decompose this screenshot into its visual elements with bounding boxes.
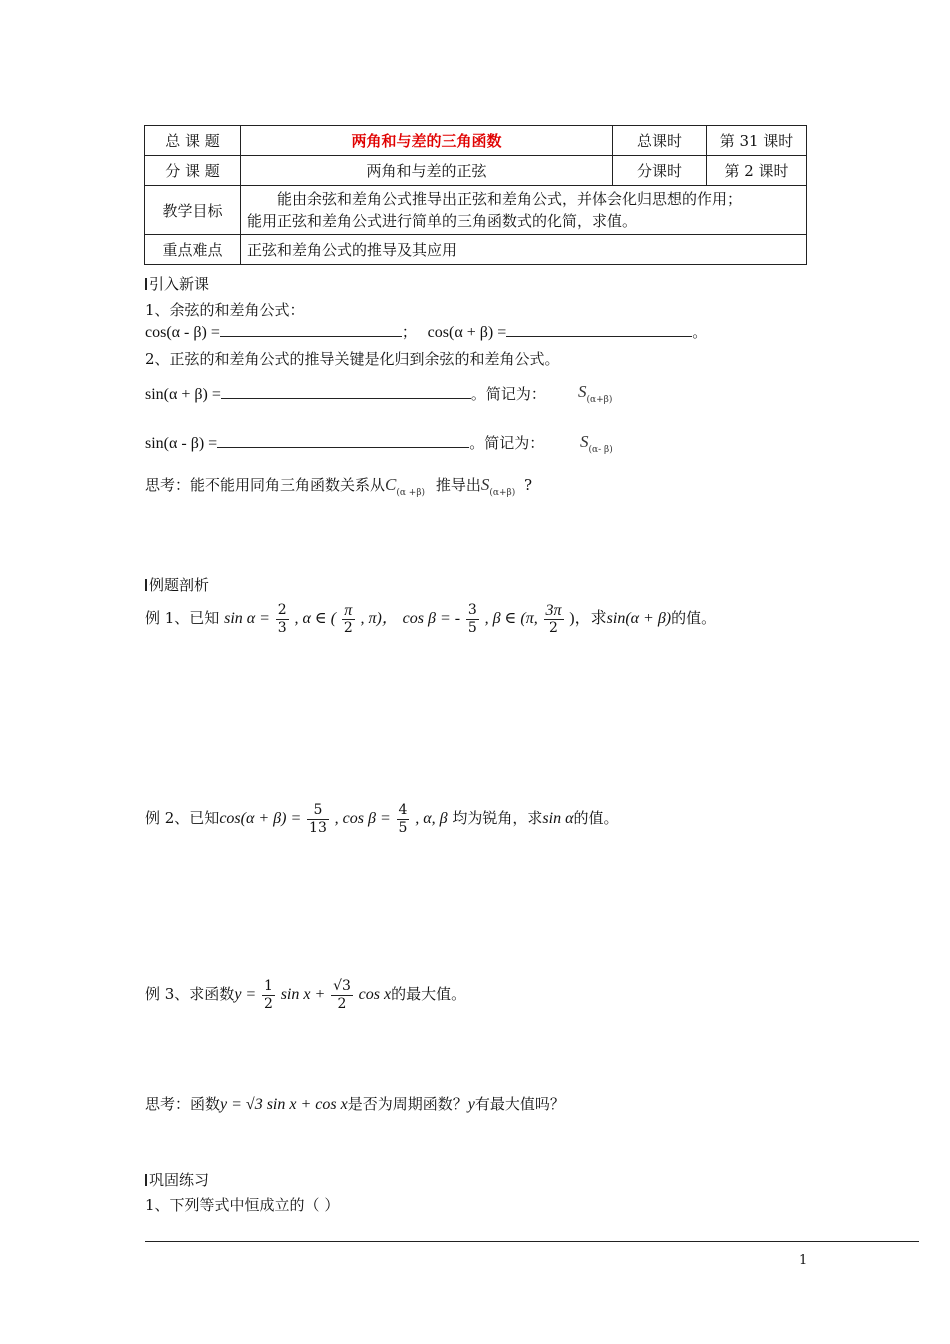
sin-minus-row [145, 433, 544, 454]
lesson-info-table [144, 125, 807, 265]
objectives-cell [241, 186, 807, 235]
sub-topic-title: 两角和与差的正弦 [241, 156, 613, 186]
section-marker [145, 1174, 147, 1186]
answer-blank [217, 433, 469, 448]
section-heading-intro: 引入新课 [145, 274, 209, 294]
objectives-line-2: 能用正弦和差角公式进行简单的三角函数式的化简，求值。 [247, 212, 638, 230]
label-objectives: 教学目标 [145, 186, 241, 235]
label-sub-topic: 分 课 题 [145, 156, 241, 186]
cosine-formula-blanks [145, 322, 707, 343]
think-question-2: 思考：函数y = √3 sin x + cos x是否为周期函数？y有最大值吗？ [145, 1095, 565, 1113]
answer-blank [221, 384, 471, 399]
period: 。 [692, 323, 708, 341]
table-row [145, 186, 807, 235]
abbreviation-label: 。简记为： [470, 385, 546, 403]
practice-item-1: 1、下列等式中恒成立的（ ） [145, 1196, 340, 1214]
sin-plus-formula: sin(α + β) = [145, 386, 221, 403]
section-heading-examples: 例题剖析 [145, 575, 209, 595]
example-2: 例 2、已知cos(α + β) = $\frac{5}{13}$ , cos β = $\frac{4}{5}$ , α, β 均为锐角，求sin α的值。 [145, 801, 619, 836]
objectives-line-1: 能由余弦和差角公式推导出正弦和差角公式，并体会化归思想的作用； [277, 190, 743, 208]
label-total-topic: 总 课 题 [145, 126, 241, 156]
table-row [145, 126, 807, 156]
key-points-text: 正弦和差角公式的推导及其应用 [241, 235, 807, 265]
value-total-hours: 第 31 课时 [707, 126, 807, 156]
S-plus-symbol: $S_{(\alpha+\beta)}$ [578, 382, 613, 405]
abbreviation-label: 。简记为： [469, 434, 545, 452]
page-number: 1 [799, 1253, 808, 1268]
section-heading-practice: 巩固练习 [145, 1170, 209, 1190]
semicolon: ； [401, 323, 417, 341]
sine-derivation-text: 2、正弦的和差角公式的推导关键是化归到余弦的和差角公式。 [145, 350, 560, 368]
C-symbol: C [385, 475, 397, 494]
page-title: 两角和与差的三角函数 [241, 126, 613, 156]
cos-plus-formula: cos(α + β) = [427, 324, 507, 341]
table-row [145, 156, 807, 186]
label-sub-hours: 分课时 [613, 156, 707, 186]
S-symbol: S [480, 475, 490, 494]
section-marker [145, 579, 147, 591]
sin-plus-row [145, 384, 546, 405]
table-row [145, 235, 807, 265]
section-marker [145, 278, 147, 290]
example-3: 例 3、求函数y = $\frac{1}{2}$ sin x + $\frac{√3}{2}$ cos x的最大值。 [145, 977, 467, 1012]
cos-minus-formula: cos(α - β) = [145, 324, 220, 341]
answer-blank [220, 322, 402, 337]
example-1: 例 1、已知 sin α = $\frac{2}{3}$ , α ∈ ( $\frac{\pi}{2}$ , π)， cos β = - $\frac{3}{5}$ , β ∈ (π, $\frac{3\pi}{2}$ )，求sin(α + β)的值。 [145, 601, 717, 636]
footer-divider [145, 1241, 919, 1242]
label-total-hours: 总课时 [613, 126, 707, 156]
S-minus-symbol: $S_{(\alpha- \beta)}$ [580, 432, 613, 455]
think-question-1: 思考：能不能用同角三角函数关系从$C_{(\alpha +\beta)}$ 推导出$S_{(\alpha+\beta)}$ ? [145, 475, 533, 498]
sin-minus-formula: sin(α - β) = [145, 435, 218, 452]
label-key-points: 重点难点 [145, 235, 241, 265]
cosine-formula-label: 1、余弦的和差角公式： [145, 301, 305, 319]
value-sub-hours: 第 2 课时 [707, 156, 807, 186]
answer-blank [506, 322, 692, 337]
